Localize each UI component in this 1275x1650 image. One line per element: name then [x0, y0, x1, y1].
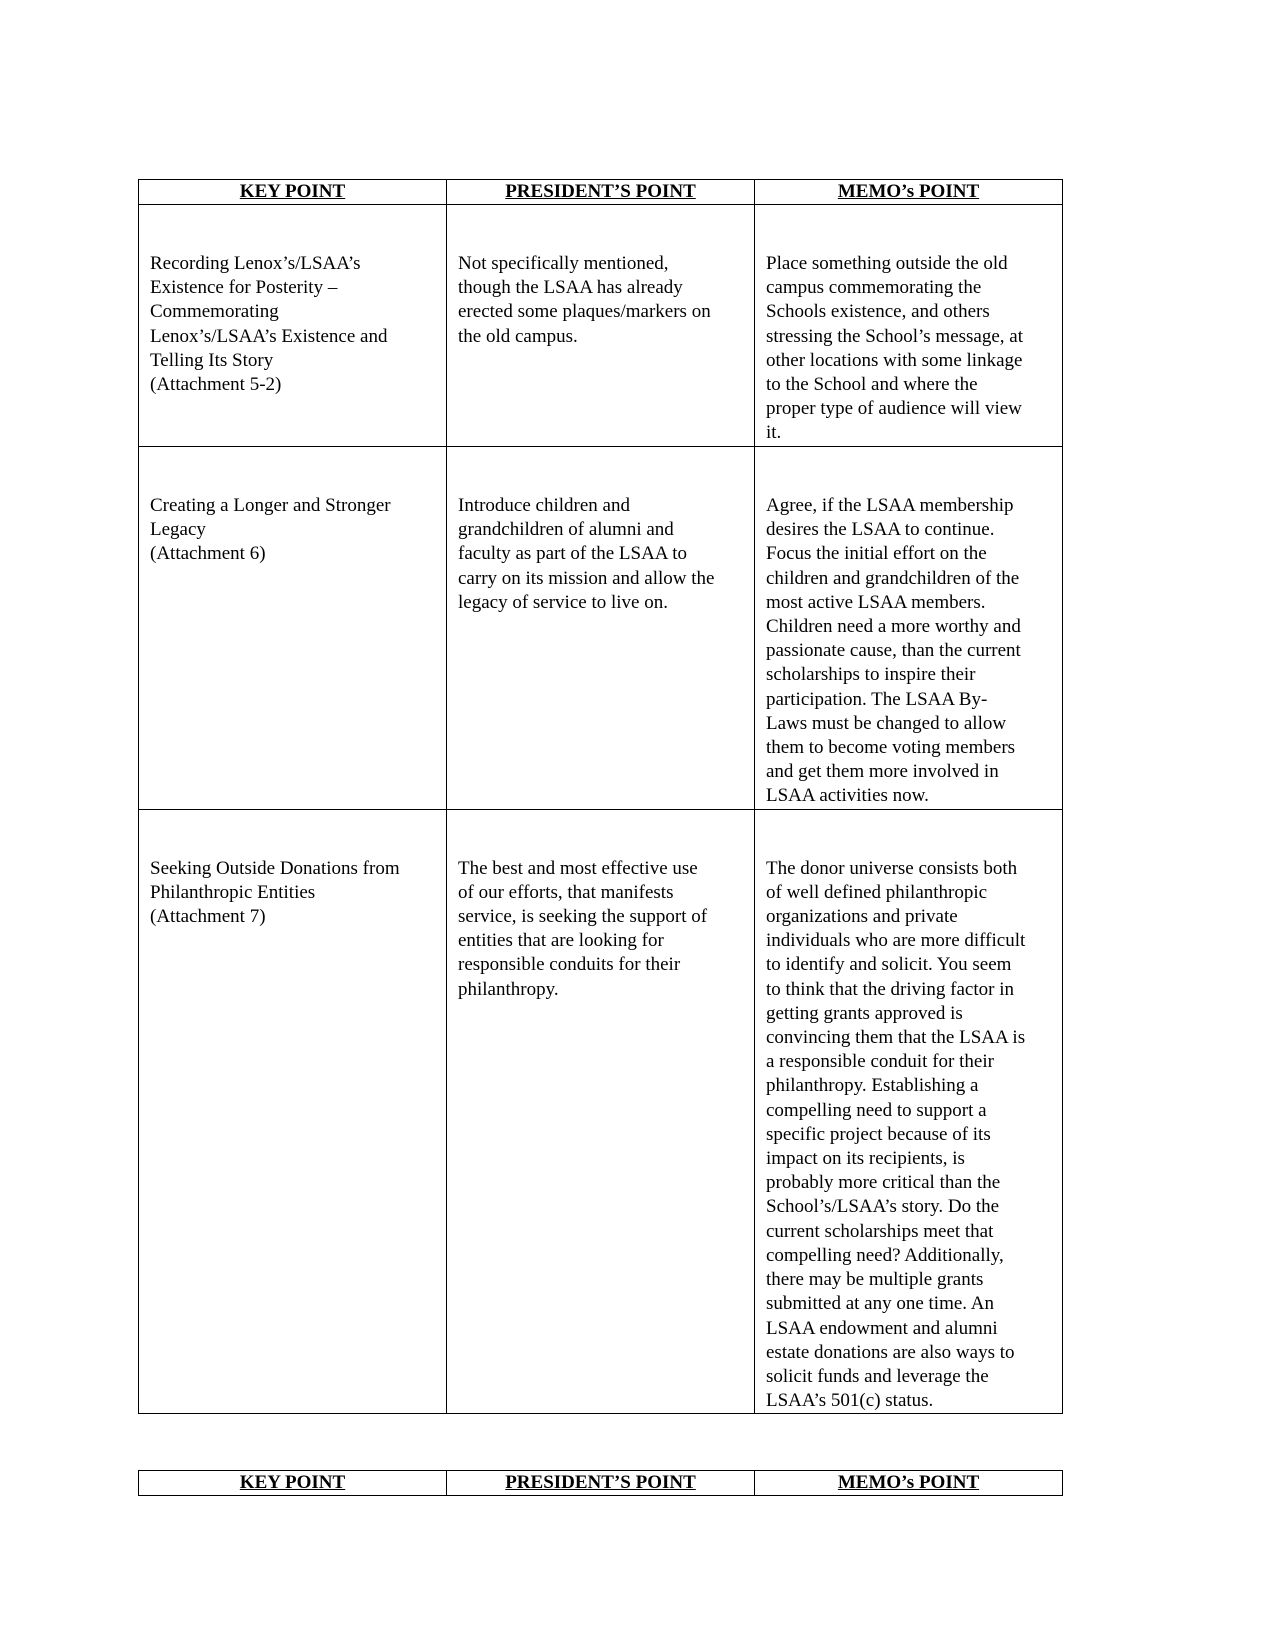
key-point-cell: [139, 205, 447, 447]
table-row: [139, 447, 1063, 810]
memos-point-cell: [755, 205, 1063, 447]
header-key-point: KEY POINT: [139, 180, 447, 205]
key-point-text: Recording Lenox’s/LSAA’s Existence for Posterity – Commemorating Lenox’s/LSAA’s Existence and Telling Its Story (Attachment 5-2): [150, 253, 388, 396]
key-point-cell: [139, 809, 447, 1414]
memos-point-cell: [755, 809, 1063, 1414]
presidents-point-text: The best and most effective use of our efforts, that manifests service, is seeking the support of entities that are looking for responsible conduits for their philanthropy.: [458, 857, 708, 1000]
comparison-table-continued: [138, 1470, 1063, 1496]
table-header-row: [139, 180, 1063, 205]
header-memos-point: MEMO’s POINT: [755, 1471, 1063, 1496]
presidents-point-text: Introduce children and grandchildren of alumni and faculty as part of the LSAA to carry on its mission and allow the legacy of service to live on.: [458, 495, 715, 613]
table-row: [139, 809, 1063, 1414]
presidents-point-cell: [447, 205, 755, 447]
comparison-table: [138, 179, 1063, 1414]
memos-point-text: Agree, if the LSAA membership desires the LSAA to continue. Focus the initial effort on the children and grandchildren of the most active LSAA members. Children need a more worthy and passionate cause, than the current scholarships to inspire their participation. The LSAA By- Laws must be changed to allow them to become voting members and get them more involved in LSAA activities now.: [766, 495, 1021, 807]
key-point-text: Seeking Outside Donations from Philanthropic Entities (Attachment 7): [150, 857, 400, 928]
key-point-text: Creating a Longer and Stronger Legacy (Attachment 6): [150, 495, 391, 565]
memos-point-cell: [755, 447, 1063, 810]
header-key-point: KEY POINT: [139, 1471, 447, 1496]
header-memos-point: MEMO’s POINT: [755, 180, 1063, 205]
key-point-cell: [139, 447, 447, 810]
presidents-point-cell: [447, 809, 755, 1414]
memos-point-text: Place something outside the old campus commemorating the Schools existence, and others stressing the School’s message, at other locations with some linkage to the School and where the proper type of audience will view it.: [766, 253, 1023, 444]
memos-point-text: The donor universe consists both of well defined philanthropic organizations and private individuals who are more difficult to identify and solicit. You seem to think that the driving factor in getting grants approved is convincing them that the LSAA is a responsible conduit for their philanthropy. Establishing a compelling need to support a specific project because of its impact on its recipients, is probably more critical than the School’s/LSAA’s story. Do the current scholarships meet that compelling need? Additionally, there may be multiple grants submitted at any one time. An LSAA endowment and alumni estate donations are also ways to solicit funds and leverage the LSAA’s 501(c) status.: [766, 857, 1026, 1412]
presidents-point-text: Not specifically mentioned, though the LSAA has already erected some plaques/markers on the old campus.: [458, 253, 711, 347]
presidents-point-cell: [447, 447, 755, 810]
table-header-row: [139, 1471, 1063, 1496]
table-row: [139, 205, 1063, 447]
header-presidents-point: PRESIDENT’S POINT: [447, 180, 755, 205]
header-presidents-point: PRESIDENT’S POINT: [447, 1471, 755, 1496]
